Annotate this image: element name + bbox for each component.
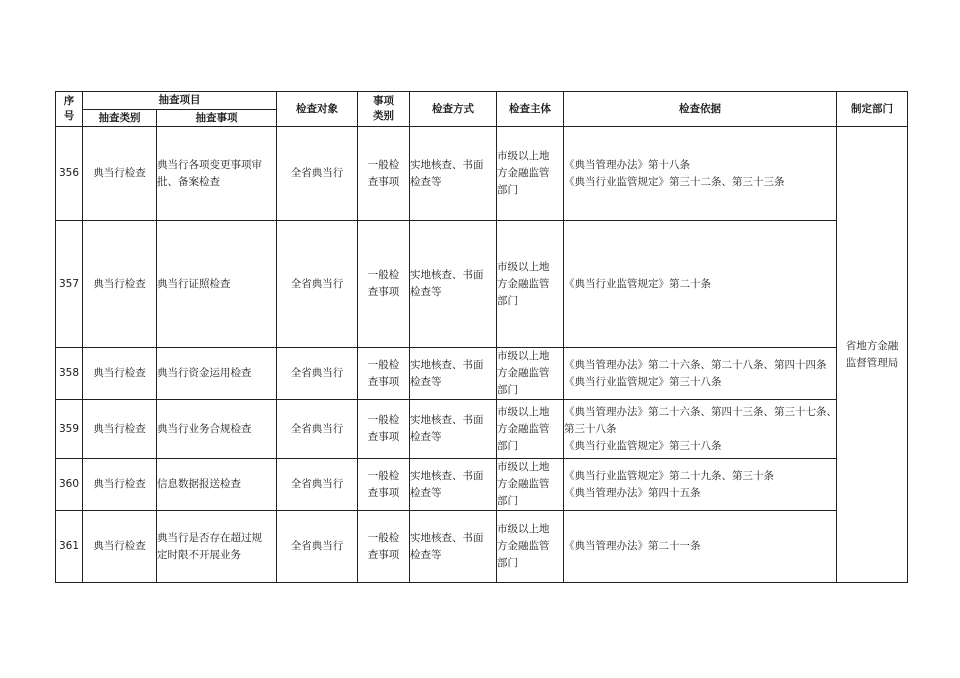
table-row bbox=[56, 459, 908, 511]
check-basis: 《典当管理办法》第二十一条 bbox=[564, 511, 837, 583]
row-number: 358 bbox=[56, 348, 83, 400]
item-type: 一般检 查事项 bbox=[358, 400, 410, 459]
item-type: 一般检 查事项 bbox=[358, 348, 410, 400]
check-basis: 《典当管理办法》第二十六条、第四十三条、第三十七条、 第三十八条 《典当行业监管规定》第三十八条 bbox=[564, 400, 837, 459]
header-seq: 序 号 bbox=[56, 92, 83, 127]
check-method: 实地核查、书面 检查等 bbox=[410, 348, 497, 400]
check-category: 典当行检查 bbox=[83, 511, 157, 583]
table-row bbox=[56, 400, 908, 459]
check-category: 典当行检查 bbox=[83, 221, 157, 348]
check-method: 实地核查、书面 检查等 bbox=[410, 400, 497, 459]
row-number: 361 bbox=[56, 511, 83, 583]
check-basis: 《典当管理办法》第十八条 《典当行业监管规定》第三十二条、第三十三条 bbox=[564, 127, 837, 221]
check-subject: 市级以上地 方金融监管 部门 bbox=[497, 459, 564, 511]
check-target: 全省典当行 bbox=[277, 348, 358, 400]
header-target: 检查对象 bbox=[277, 92, 358, 127]
item-type: 一般检 查事项 bbox=[358, 459, 410, 511]
table-row bbox=[56, 348, 908, 400]
check-item: 信息数据报送检查 bbox=[157, 459, 277, 511]
check-item: 典当行证照检查 bbox=[157, 221, 277, 348]
issuing-department: 省地方金融 监督管理局 bbox=[837, 127, 908, 583]
header-type: 事项 类别 bbox=[358, 92, 410, 127]
check-target: 全省典当行 bbox=[277, 127, 358, 221]
check-subject: 市级以上地 方金融监管 部门 bbox=[497, 400, 564, 459]
header-item: 抽查事项 bbox=[157, 110, 277, 127]
check-category: 典当行检查 bbox=[83, 127, 157, 221]
check-target: 全省典当行 bbox=[277, 459, 358, 511]
check-target: 全省典当行 bbox=[277, 221, 358, 348]
check-method: 实地核查、书面 检查等 bbox=[410, 459, 497, 511]
row-number: 356 bbox=[56, 127, 83, 221]
item-type: 一般检 查事项 bbox=[358, 221, 410, 348]
check-item: 典当行是否存在超过规 定时限不开展业务 bbox=[157, 511, 277, 583]
header-dept: 制定部门 bbox=[837, 92, 908, 127]
row-number: 360 bbox=[56, 459, 83, 511]
check-item: 典当行各项变更事项审 批、备案检查 bbox=[157, 127, 277, 221]
row-number: 359 bbox=[56, 400, 83, 459]
check-method: 实地核查、书面 检查等 bbox=[410, 511, 497, 583]
header-method: 检查方式 bbox=[410, 92, 497, 127]
table-row bbox=[56, 511, 908, 583]
check-basis: 《典当行业监管规定》第二十九条、第三十条 《典当管理办法》第四十五条 bbox=[564, 459, 837, 511]
check-subject: 市级以上地 方金融监管 部门 bbox=[497, 511, 564, 583]
check-subject: 市级以上地 方金融监管 部门 bbox=[497, 348, 564, 400]
check-basis: 《典当管理办法》第二十六条、第二十八条、第四十四条 《典当行业监管规定》第三十八条 bbox=[564, 348, 837, 400]
row-number: 357 bbox=[56, 221, 83, 348]
check-subject: 市级以上地 方金融监管 部门 bbox=[497, 221, 564, 348]
header-basis: 检查依据 bbox=[564, 92, 837, 127]
check-method: 实地核查、书面 检查等 bbox=[410, 221, 497, 348]
check-category: 典当行检查 bbox=[83, 400, 157, 459]
item-type: 一般检 查事项 bbox=[358, 127, 410, 221]
check-category: 典当行检查 bbox=[83, 348, 157, 400]
table-body bbox=[56, 127, 908, 583]
header-category: 抽查类别 bbox=[83, 110, 157, 127]
check-target: 全省典当行 bbox=[277, 400, 358, 459]
header-project: 抽查项目 bbox=[83, 92, 277, 110]
check-target: 全省典当行 bbox=[277, 511, 358, 583]
check-subject: 市级以上地 方金融监管 部门 bbox=[497, 127, 564, 221]
check-method: 实地核查、书面 检查等 bbox=[410, 127, 497, 221]
check-basis: 《典当行业监管规定》第二十条 bbox=[564, 221, 837, 348]
header-subject: 检查主体 bbox=[497, 92, 564, 127]
inspection-table bbox=[55, 91, 908, 583]
table-row bbox=[56, 221, 908, 348]
check-item: 典当行业务合规检查 bbox=[157, 400, 277, 459]
check-category: 典当行检查 bbox=[83, 459, 157, 511]
check-item: 典当行资金运用检查 bbox=[157, 348, 277, 400]
item-type: 一般检 查事项 bbox=[358, 511, 410, 583]
table-row bbox=[56, 127, 908, 221]
